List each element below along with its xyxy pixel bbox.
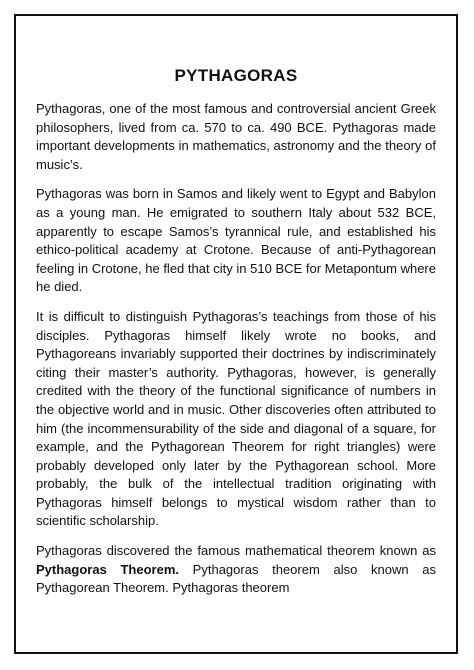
paragraph-intro: Pythagoras, one of the most famous and controversial ancient Greek philosophers, lived from ca. 570 to ca. 490 BCE. Pythagoras made important developments in mathematics, astronomy and the theory of music’s. [36,101,436,172]
document-body [36,66,436,609]
document-page [14,14,458,654]
paragraph-theorem [36,542,436,598]
paragraph-biography: Pythagoras was born in Samos and likely went to Egypt and Babylon as a young man. He emigrated to southern Italy about 532 BCE, apparently to escape Samos’s tyrannical rule, and established his ethico-political academy at Crotone. Because of anti-Pythagorean feeling in Crotone, he fled that city in 510 BCE for Metapontum where he died. [36,186,436,295]
theorem-name-bold: Pythagoras Theorem. [36,561,179,577]
theorem-text-before: Pythagoras discovered the famous mathematical theorem known as [36,543,436,559]
paragraph-teachings: It is difficult to distinguish Pythagoras’s teachings from those of his disciples. Pythagoras himself likely wrote no books, and Pythagoreans invariably supported their doctrines by indiscriminately citing their master’s authority. Pythagoras, however, is generally credited with the theory of the functional significance of numbers in the objective world and in music. Other discoveries often attributed to him (the incommensurability of the side and diagonal of a square, for example, and the Pythagorean Theorem for right triangles) were probably developed only later by the Pythagorean school. More probably, the bulk of the intellectual tradition originating with Pythagoras himself belongs to mystical wisdom rather than to scientific scholarship. [36,308,436,529]
document-title: PYTHAGORAS [174,66,298,85]
theorem-text-after: Pythagoras theorem also known as Pythagorean Theorem. Pythagoras theorem [36,561,436,596]
